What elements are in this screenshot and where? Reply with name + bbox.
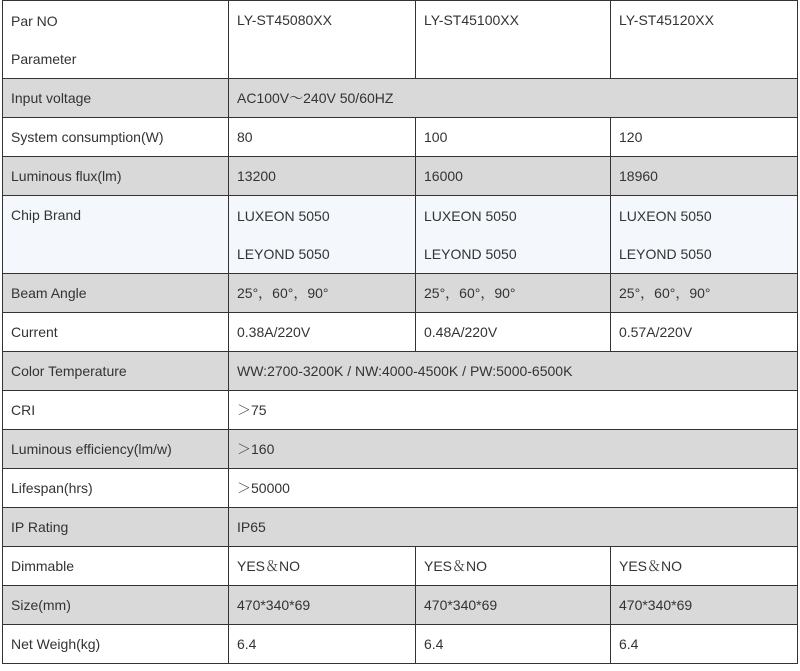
table-row-chip-brand bbox=[3, 196, 798, 274]
chip-brand-1-line2: LEYOND 5050 bbox=[237, 245, 330, 262]
chip-brand-3-line2: LEYOND 5050 bbox=[619, 245, 712, 262]
header-model-3: LY-ST45120XX bbox=[611, 1, 798, 79]
table-row-net-weight bbox=[3, 625, 798, 664]
current-value-2: 0.48A/220V bbox=[416, 313, 611, 352]
table-row-ip-rating bbox=[3, 508, 798, 547]
cri-value: ＞75 bbox=[229, 391, 798, 430]
spec-table bbox=[2, 0, 798, 664]
table-row-header bbox=[3, 1, 798, 79]
current-value-3: 0.57A/220V bbox=[611, 313, 798, 352]
luminous-flux-value-1: 13200 bbox=[229, 157, 416, 196]
luminous-flux-value-2: 16000 bbox=[416, 157, 611, 196]
table-row-dimmable bbox=[3, 547, 798, 586]
dimmable-value-2: YES＆NO bbox=[416, 547, 611, 586]
beam-angle-label: Beam Angle bbox=[3, 274, 229, 313]
cri-label: CRI bbox=[3, 391, 229, 430]
dimmable-label: Dimmable bbox=[3, 547, 229, 586]
size-value-2: 470*340*69 bbox=[416, 586, 611, 625]
beam-angle-value-3: 25°，60°，90° bbox=[611, 274, 798, 313]
system-consumption-value-3: 120 bbox=[611, 118, 798, 157]
beam-angle-value-2: 25°，60°，90° bbox=[416, 274, 611, 313]
table-row-beam-angle bbox=[3, 274, 798, 313]
color-temperature-label: Color Temperature bbox=[3, 352, 229, 391]
table-row-luminous-flux bbox=[3, 157, 798, 196]
header-parameter-cell bbox=[3, 1, 229, 79]
color-temperature-value: WW:2700-3200K / NW:4000-4500K / PW:5000-6500K bbox=[229, 352, 798, 391]
input-voltage-label: Input voltage bbox=[3, 79, 229, 118]
beam-angle-value-1: 25°，60°，90° bbox=[229, 274, 416, 313]
chip-brand-value-2 bbox=[416, 196, 611, 274]
table-row-current bbox=[3, 313, 798, 352]
chip-brand-1-line1: LUXEON 5050 bbox=[237, 207, 330, 224]
luminous-flux-value-3: 18960 bbox=[611, 157, 798, 196]
table-row-input-voltage bbox=[3, 79, 798, 118]
size-value-1: 470*340*69 bbox=[229, 586, 416, 625]
header-parameter: Parameter bbox=[11, 50, 77, 67]
luminous-efficiency-label: Luminous efficiency(lm/w) bbox=[3, 430, 229, 469]
ip-rating-label: IP Rating bbox=[3, 508, 229, 547]
lifespan-value: ＞50000 bbox=[229, 469, 798, 508]
dimmable-value-1: YES＆NO bbox=[229, 547, 416, 586]
net-weight-value-1: 6.4 bbox=[229, 625, 416, 664]
header-model-1: LY-ST45080XX bbox=[229, 1, 416, 79]
chip-brand-label: Chip Brand bbox=[3, 196, 229, 274]
header-model-2: LY-ST45100XX bbox=[416, 1, 611, 79]
table-row-system-consumption bbox=[3, 118, 798, 157]
current-label: Current bbox=[3, 313, 229, 352]
chip-brand-value-3 bbox=[611, 196, 798, 274]
chip-brand-2-line2: LEYOND 5050 bbox=[424, 245, 517, 262]
lifespan-label: Lifespan(hrs) bbox=[3, 469, 229, 508]
ip-rating-value: IP65 bbox=[229, 508, 798, 547]
size-value-3: 470*340*69 bbox=[611, 586, 798, 625]
luminous-flux-label: Luminous flux(lm) bbox=[3, 157, 229, 196]
dimmable-value-3: YES＆NO bbox=[611, 547, 798, 586]
table-row-color-temperature bbox=[3, 352, 798, 391]
table-row-cri bbox=[3, 391, 798, 430]
input-voltage-value: AC100V～240V 50/60HZ bbox=[229, 79, 798, 118]
table-row-lifespan bbox=[3, 469, 798, 508]
luminous-efficiency-value: ＞160 bbox=[229, 430, 798, 469]
system-consumption-value-2: 100 bbox=[416, 118, 611, 157]
header-par-no: Par NO bbox=[11, 12, 58, 29]
table-row-luminous-efficiency bbox=[3, 430, 798, 469]
system-consumption-label: System consumption(W) bbox=[3, 118, 229, 157]
chip-brand-2-line1: LUXEON 5050 bbox=[424, 207, 517, 224]
current-value-1: 0.38A/220V bbox=[229, 313, 416, 352]
chip-brand-value-1 bbox=[229, 196, 416, 274]
chip-brand-3-line1: LUXEON 5050 bbox=[619, 207, 712, 224]
net-weight-label: Net Weigh(kg) bbox=[3, 625, 229, 664]
net-weight-value-2: 6.4 bbox=[416, 625, 611, 664]
size-label: Size(mm) bbox=[3, 586, 229, 625]
table-row-size bbox=[3, 586, 798, 625]
net-weight-value-3: 6.4 bbox=[611, 625, 798, 664]
system-consumption-value-1: 80 bbox=[229, 118, 416, 157]
